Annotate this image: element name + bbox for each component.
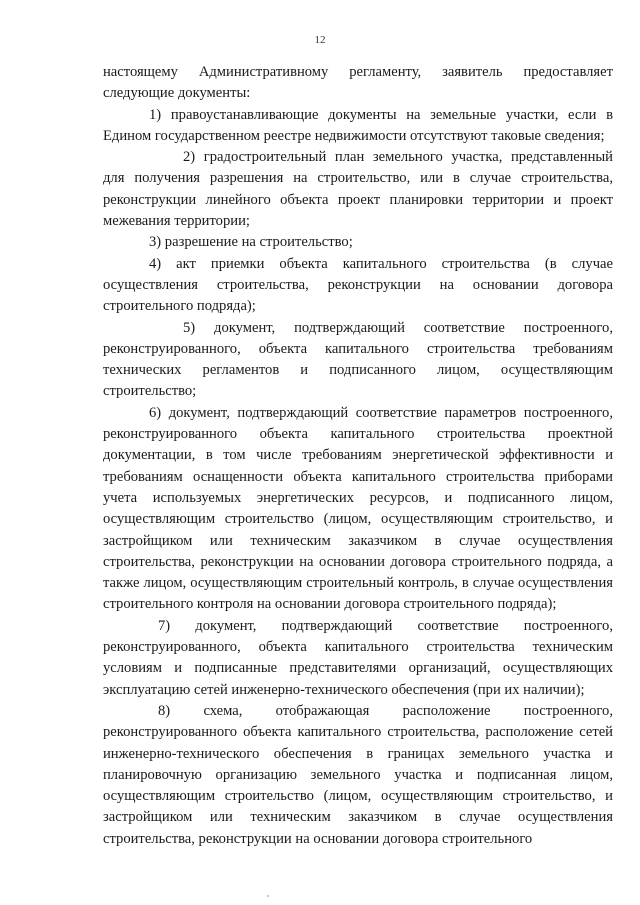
- paragraph-intro: настоящему Административному регламенту, заявитель предоставляет следующие документы:: [103, 64, 613, 102]
- scan-speck: [267, 895, 269, 897]
- list-item-5: 5) документ, подтверждающий соответствие построенного, реконструированного, объекта капитального строительства требованиям технических регламентов и подписанного лицом, осуществляющим строительство;: [103, 319, 613, 400]
- document-body: [103, 62, 613, 850]
- list-item-3: 3) разрешение на строительство;: [149, 234, 353, 251]
- list-item-1: 1) правоустанавливающие документы на земельные участки, если в Едином государственном реестре недвижимости отсутствуют таковые сведения;: [103, 106, 613, 144]
- list-item-8: 8) схема, отображающая расположение построенного, реконструированного объекта капитального строительства, расположение сетей инженерно-технического обеспечения в границах земельного участка и планировочную организацию земельного участка и подписанная лицом, осуществляющим строительство (лицом, осуществляющим строительство, и застройщиком или техническим заказчиком в случае осуществления строительства, реконструкции на основании договора строительного: [103, 702, 613, 847]
- list-item-7: 7) документ, подтверждающий соответствие построенного, реконструированного, объекта капитального строительства техническим условиям и подписанные представителями организаций, осуществляющих эксплуатацию сетей инженерно-технического обеспечения (при их наличии);: [103, 617, 613, 698]
- page-number: 12: [314, 34, 326, 46]
- list-item-6: 6) документ, подтверждающий соответствие параметров построенного, реконструированного объекта капитального строительства проектной документации, в том числе требованиям энергетической эффективности и требованиям оснащенности объекта капитального строительства приборами учета используемых энергетических ресурсов, и подписанного лицом, осуществляющим строительство (лицом, осуществляющим строительство, и застройщиком или техническим заказчиком в случае осуществления строительства, реконструкции на основании договора строительного подряда, а также лицом, осуществляющим строительный контроль, в случае осуществления строительного контроля на основании договора строительного подряда);: [103, 404, 613, 613]
- list-item-4: 4) акт приемки объекта капитального строительства (в случае осуществления строительства, реконструкции на основании договора строительного подряда);: [103, 255, 613, 315]
- list-item-2: 2) градостроительный план земельного участка, представленный для получения разрешения на строительство, или в случае строительства, реконструкции линейного объекта проект планировки территории и проект межевания территории;: [103, 149, 613, 230]
